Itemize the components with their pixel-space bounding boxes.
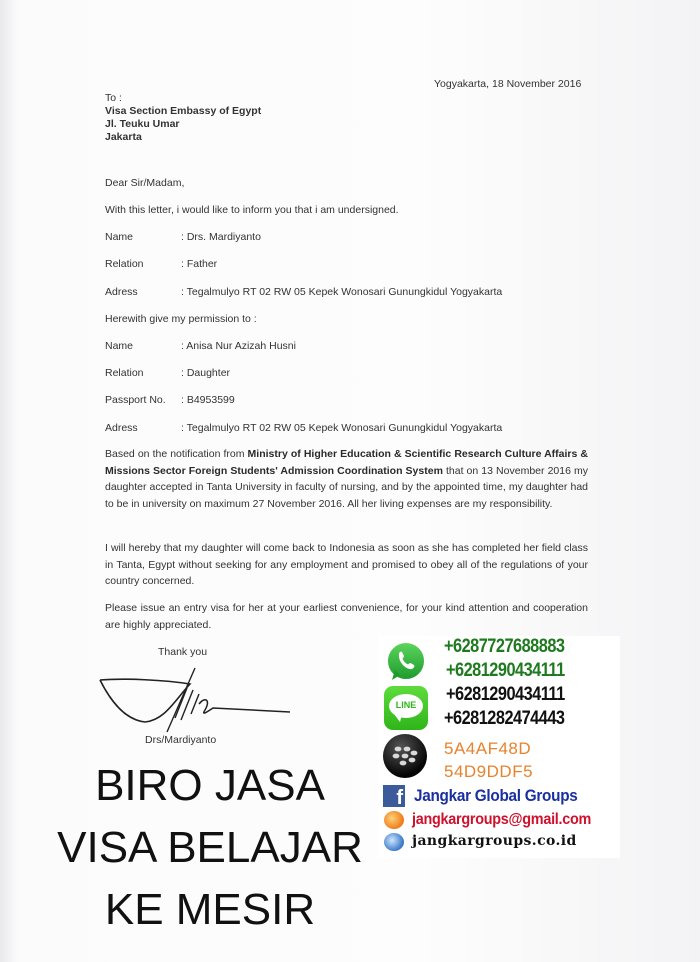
field-value: : Anisa Nur Azizah Husni — [181, 340, 296, 352]
website-link[interactable]: jangkargroups.co.id — [412, 833, 577, 849]
salutation: Dear Sir/Madam, — [105, 177, 185, 189]
to-label: To : — [105, 92, 122, 104]
permission-line: Herewith give my permission to : — [105, 313, 257, 325]
field-value: : B4953599 — [181, 394, 235, 406]
promo-line: KE MESIR — [104, 885, 316, 934]
signature — [95, 660, 295, 740]
blackberry-icon — [383, 734, 427, 778]
paragraph-request: Please issue an entry visa for her at your earliest convenience, for your kind attention and cooperation are highly appreciated. — [105, 602, 588, 631]
paragraph-return-promise: I will hereby that my daughter will come back to Indonesia as soon as she has completed her field class in Tanta, Egypt without seeking for any employment and promised to obey all of the regulations of your country concerned. — [105, 542, 588, 587]
promo-line: BIRO JASA — [95, 761, 325, 810]
father-address-row — [105, 286, 502, 298]
field-value: : Tegalmulyo RT 02 RW 05 Kepek Wonosari Gunungkidul Yogyakarta — [181, 422, 503, 434]
line-icon — [384, 686, 428, 730]
paragraph-text: Based on the notification from — [105, 448, 248, 460]
field-label: Relation — [105, 367, 144, 379]
paragraph-text: that on 13 November 2016 my daughter accepted in Tanta University in faculty of nursing, and by the appointed time, my daughter had to be in university on maximum 27 November 2016. All her living expenses are my responsibility. — [105, 464, 588, 510]
email-icon — [384, 811, 404, 829]
ministry-name: Ministry of Higher Education & Scientific Research Culture Affairs & Missions Sector Foreign Students' Admission Coordination System — [105, 448, 588, 477]
whatsapp-icon — [384, 640, 428, 684]
letter-date: Yogyakarta, 18 November 2016 — [434, 78, 582, 90]
field-value: : Father — [181, 258, 218, 270]
promo-headline — [40, 755, 380, 941]
daughter-passport-row — [105, 394, 235, 406]
field-label: Relation — [105, 258, 144, 270]
field-label: Passport No. — [105, 394, 166, 406]
facebook-icon: f — [383, 785, 405, 807]
line-number: +6281282474443 — [444, 708, 565, 729]
whatsapp-number: +6287727688883 — [444, 636, 565, 657]
whatsapp-number: +6281290434111 — [446, 660, 565, 681]
recipient-line: Jakarta — [105, 131, 142, 143]
field-label: Adress — [105, 286, 138, 298]
line-icon-label: LINE — [395, 700, 417, 710]
recipient-line: Jl. Teuku Umar — [105, 118, 180, 130]
daughter-relation-row — [105, 367, 230, 379]
blackberry-dots — [383, 734, 427, 778]
closing: Thank you — [158, 646, 208, 658]
signatory-name: Drs/Mardiyanto — [145, 734, 217, 746]
intro-line: With this letter, i would like to inform you that i am undersigned. — [105, 204, 399, 216]
daughter-name-row — [105, 340, 296, 352]
field-value: : Drs. Mardiyanto — [181, 231, 261, 243]
daughter-address-row — [105, 422, 502, 434]
father-name-row — [105, 231, 261, 243]
recipient-block — [105, 92, 261, 144]
globe-icon — [384, 833, 404, 851]
field-value: : Daughter — [181, 367, 231, 379]
promo-line: VISA BELAJAR — [57, 823, 363, 872]
field-value: : Tegalmulyo RT 02 RW 05 Kepek Wonosari Gunungkidul Yogyakarta — [181, 286, 503, 298]
facebook-page-link[interactable]: Jangkar Global Groups — [414, 786, 578, 805]
line-number: +6281290434111 — [446, 684, 565, 705]
contact-panel — [378, 636, 620, 858]
field-label: Name — [105, 231, 134, 243]
paragraph-notification — [105, 446, 588, 512]
field-label: Adress — [105, 422, 138, 434]
email-link[interactable]: jangkargroups@gmail.com — [412, 811, 592, 828]
bbm-pin: 54D9DDF5 — [444, 762, 534, 781]
father-relation-row — [105, 258, 217, 270]
bbm-pin: 5A4AF48D — [444, 739, 532, 758]
field-label: Name — [105, 340, 134, 352]
recipient-line: Visa Section Embassy of Egypt — [105, 105, 262, 117]
